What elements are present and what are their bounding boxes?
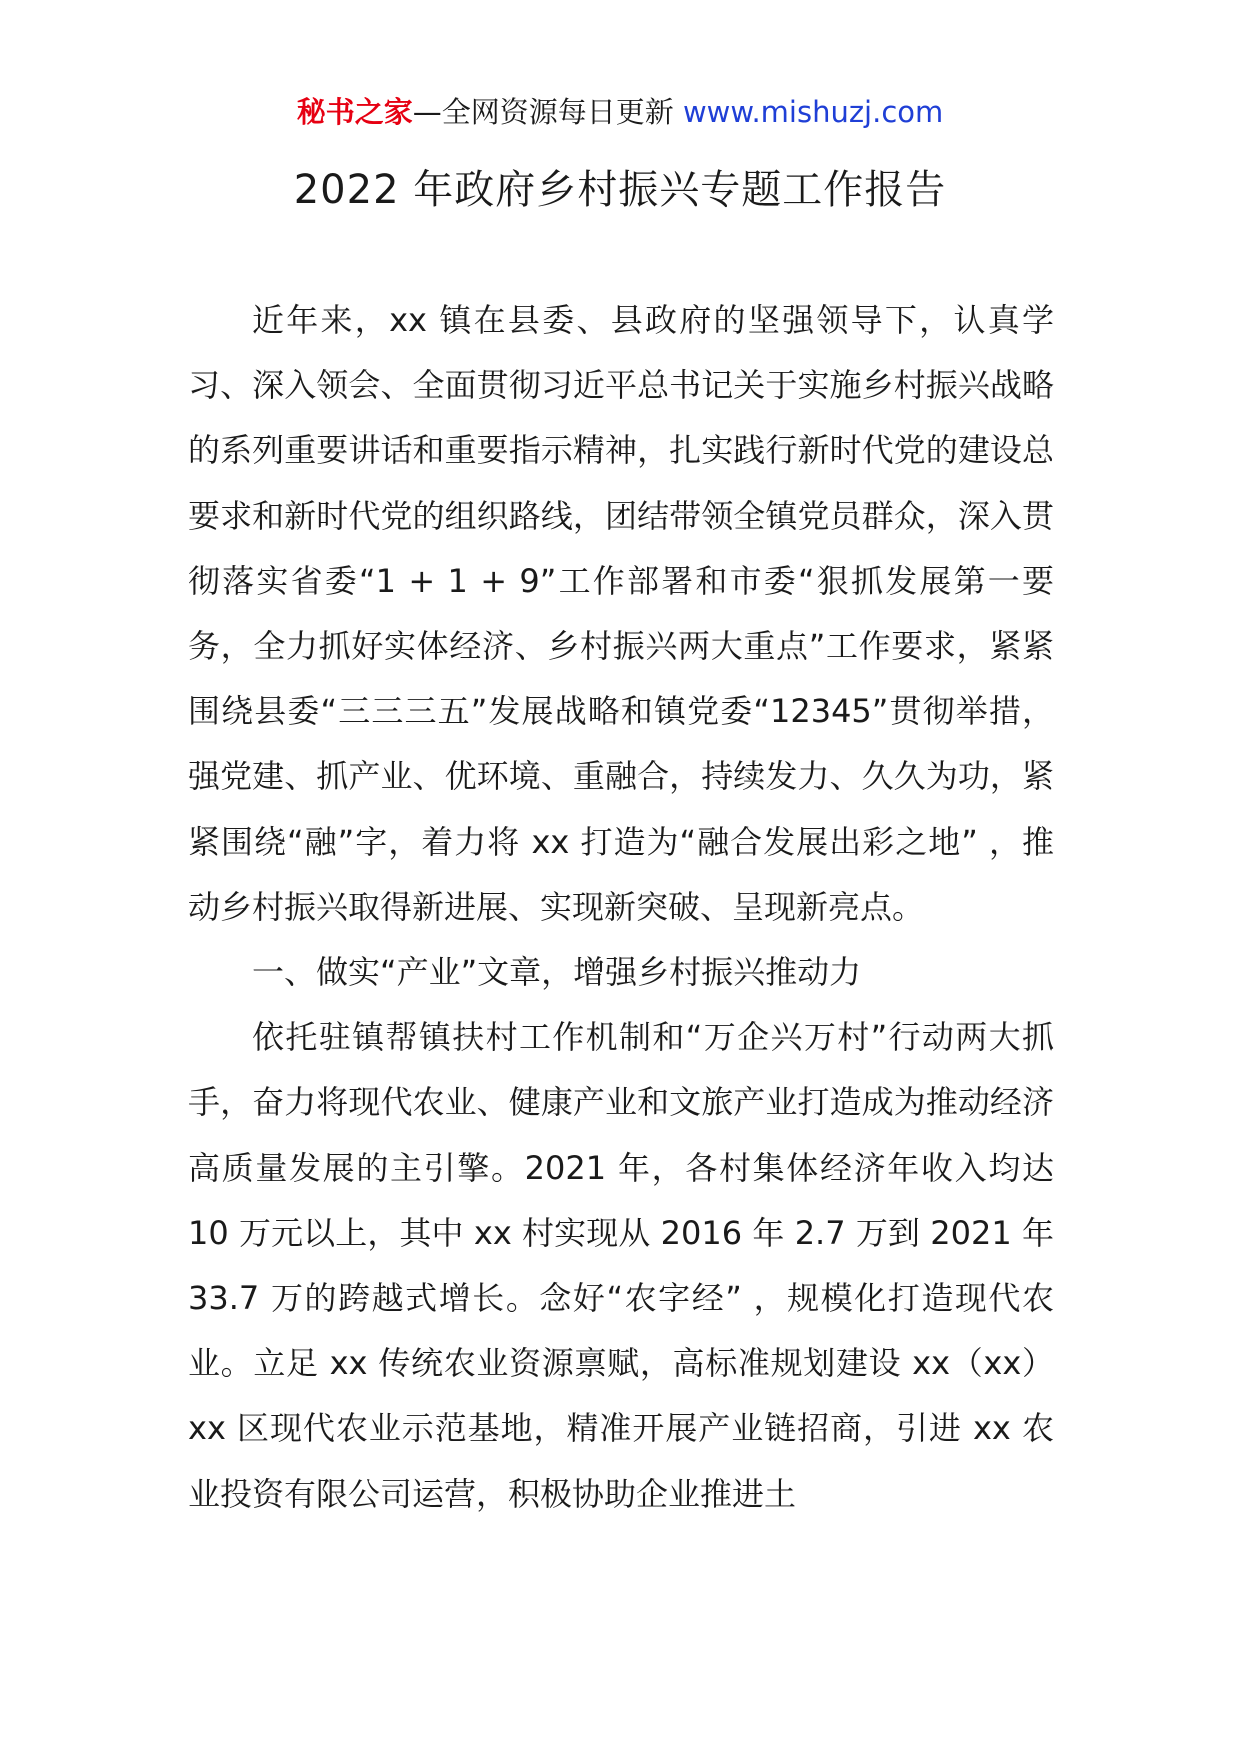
section-heading: 一、做实“产业”文章，增强乡村振兴推动力 bbox=[252, 953, 862, 992]
intro-paragraph: 近年来，xx 镇在县委、县政府的坚强领导下，认真学习、深入领会、全面贯彻习近平总书记关于实施乡村振兴战略的系列重要讲话和重要指示精神，扎实践行新时代党的建设总要求和新时代党的组织路线，团结带领全镇党员群众，深入贯彻落实省委“1 + 1 + 9”工作部署和市委“狠抓发展第一要务，全力抓好实体经济、乡村振兴两大重点”工作要求，紧紧围绕县委“三三三五”发展战略和镇党委“12345”贯彻举措，强党建、抓产业、优环境、重融合，持续发力、久久为功，紧紧围绕“融”字，着力将 xx 打造为“融合发展出彩之地” ，推动乡村振兴取得新进展、实现新突破、呈现新亮点。 bbox=[188, 301, 1054, 926]
site-header bbox=[0, 92, 1240, 132]
document-body bbox=[188, 288, 1054, 1527]
site-brand: 秘书之家 bbox=[296, 95, 413, 129]
site-url-link[interactable]: www.mishuzj.com bbox=[682, 95, 944, 129]
body-paragraph: 依托驻镇帮镇扶村工作机制和“万企兴万村”行动两大抓手，奋力将现代农业、健康产业和文旅产业打造成为推动经济高质量发展的主引擎。2021 年，各村集体经济年收入均达 10 万元以上，其中 xx 村实现从 2016 年 2.7 万到 2021 年 33.7 万的跨越式增长。念好“农字经” ，规模化打造现代农业。立足 xx 传统农业资源禀赋，高标准规划建设 xx（xx）xx 区现代农业示范基地，精准开展产业链招商，引进 xx 农业投资有限公司运营，积极协助企业推进土 bbox=[188, 1018, 1054, 1513]
site-slogan: —全网资源每日更新 bbox=[412, 95, 683, 129]
document-title: 2022 年政府乡村振兴专题工作报告 bbox=[293, 167, 947, 213]
